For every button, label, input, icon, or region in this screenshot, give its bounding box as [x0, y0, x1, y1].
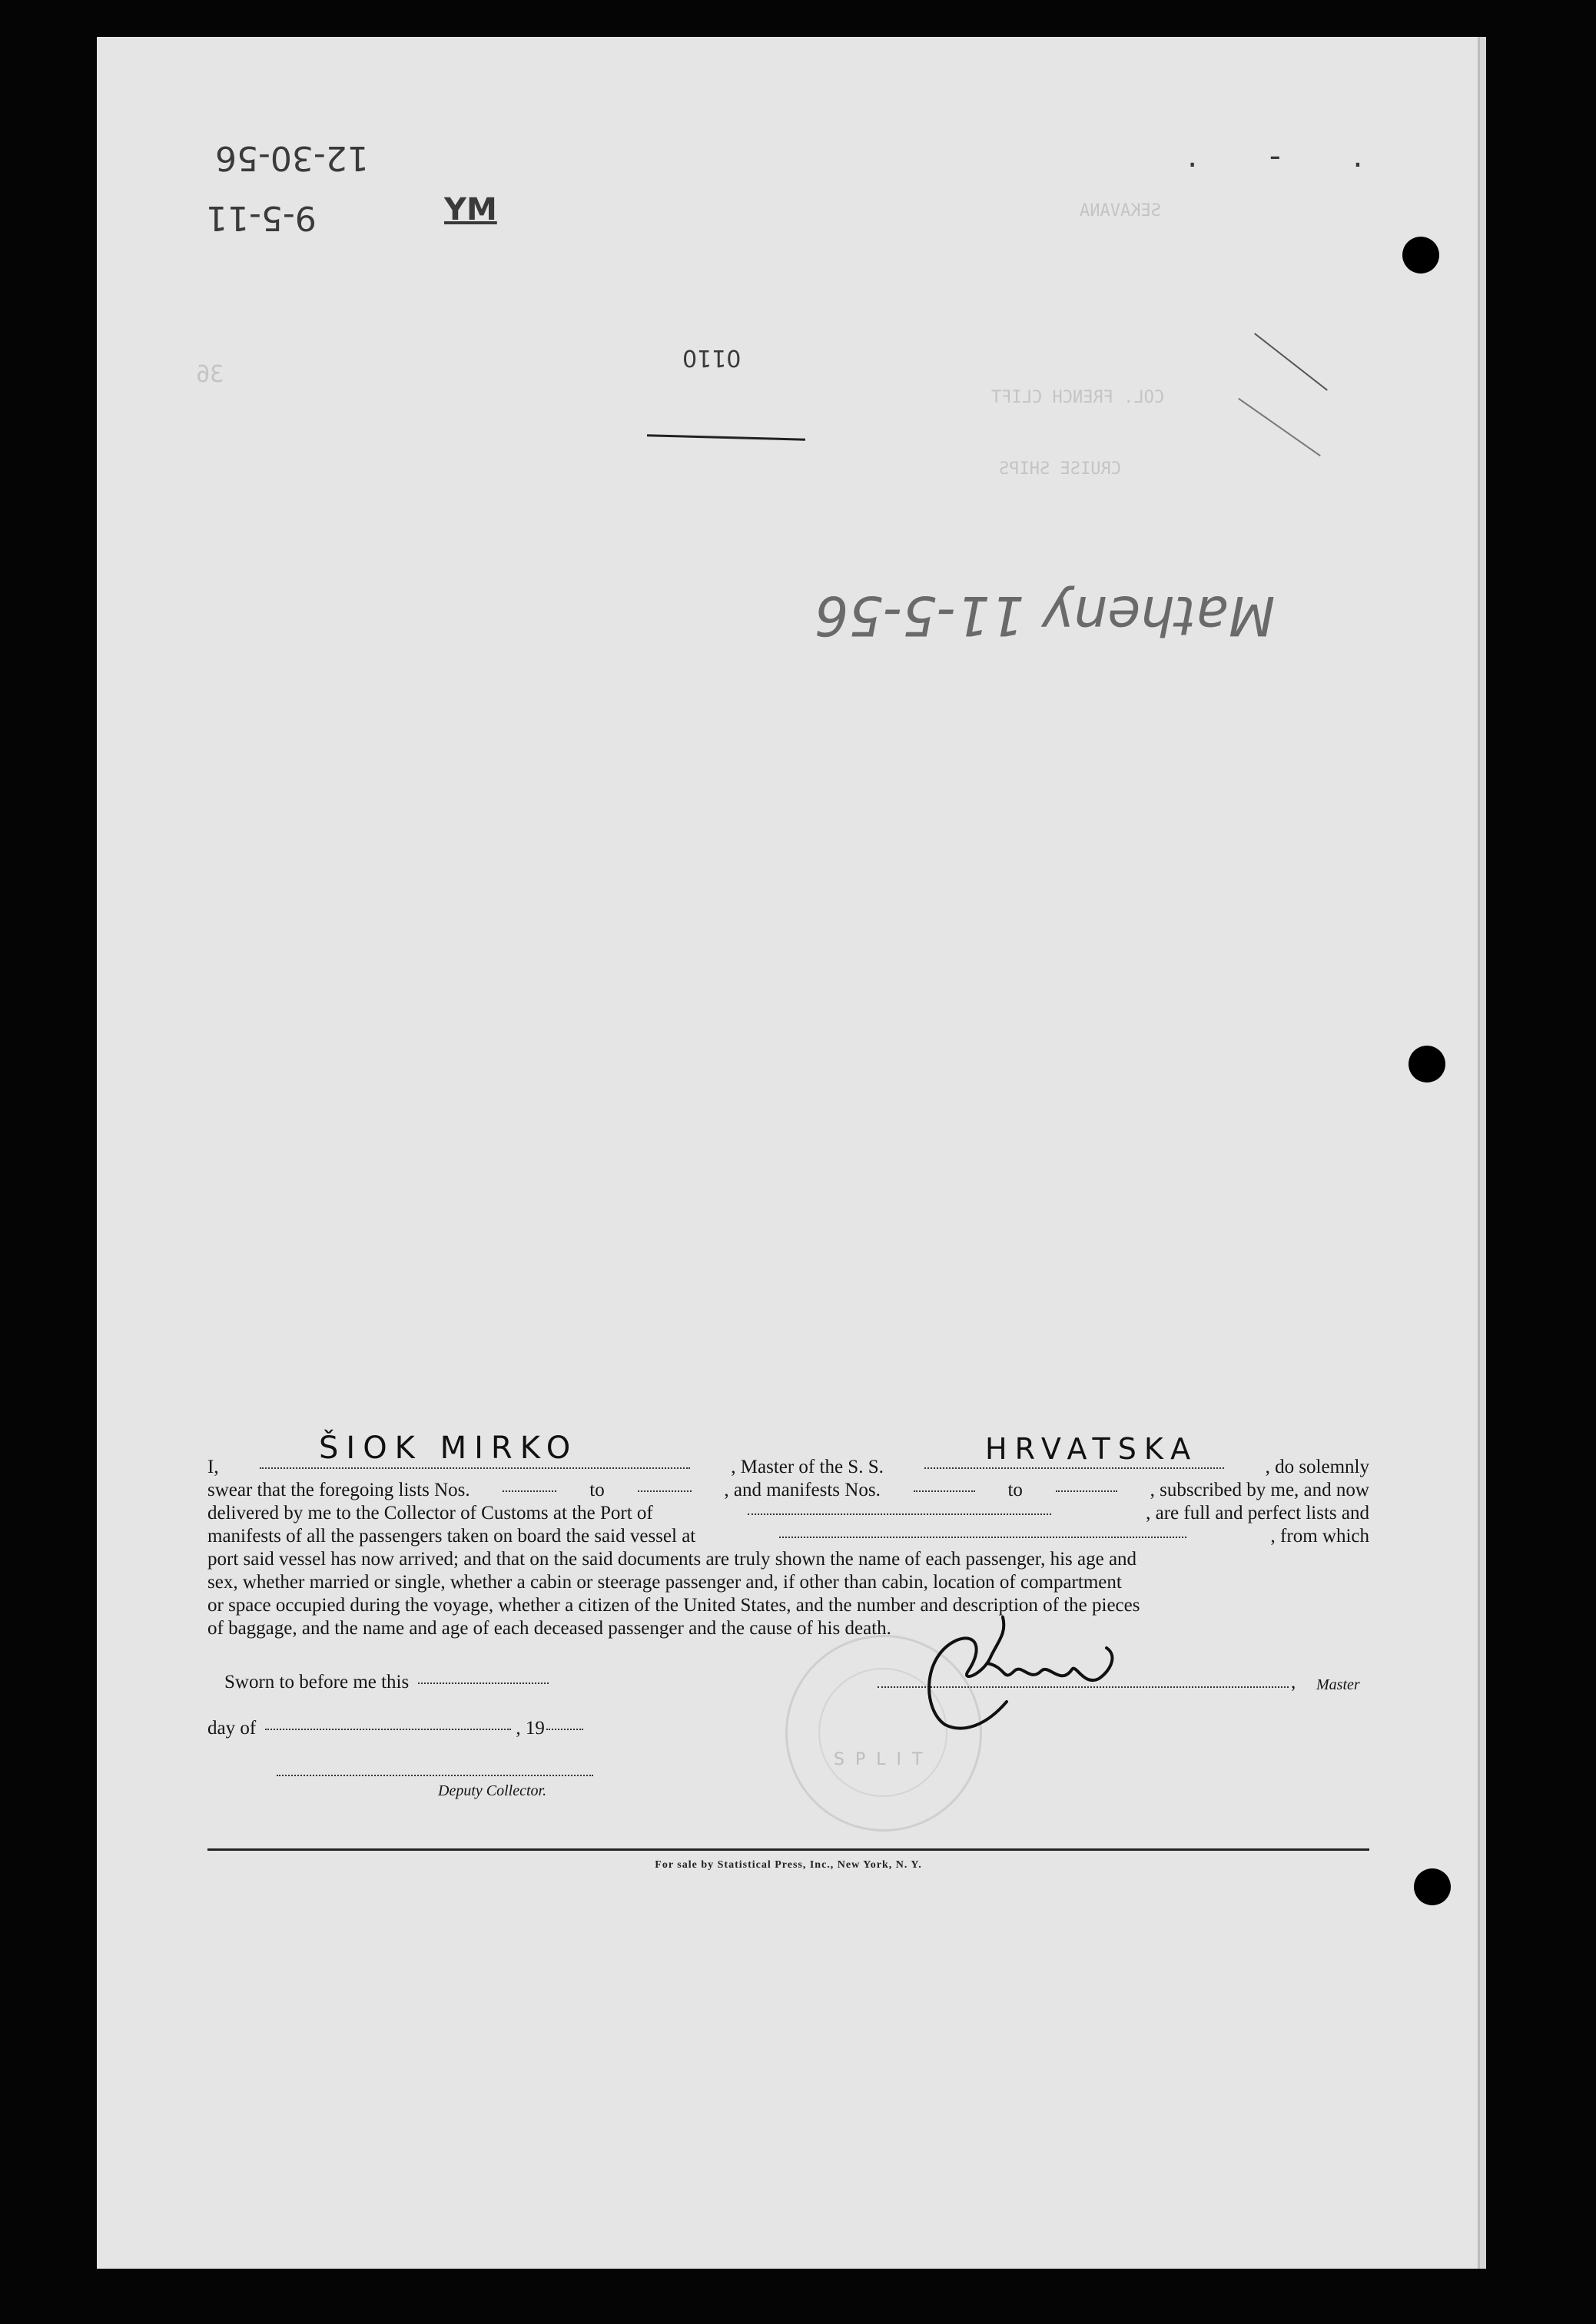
faint-text-right-3: CRUISE SHIPS	[999, 459, 1121, 479]
punch-hole-bottom	[1414, 1868, 1451, 1905]
master-name-field	[260, 1467, 690, 1469]
oath-line-6: sex, whether married or single, whether a cabin or steerage passenger and, if other than cabin, location of compartment	[207, 1572, 1122, 1593]
footer-rule-1	[207, 1848, 1369, 1851]
deputy-label: Deputy Collector.	[438, 1782, 547, 1799]
seal-text: SPLIT	[834, 1750, 934, 1769]
manifests-to-field	[1056, 1490, 1117, 1492]
do-solemnly-label: , do solemnly	[1265, 1457, 1369, 1477]
oath-line-4a: manifests of all the passengers taken on board the said vessel at	[207, 1526, 696, 1547]
port-field	[748, 1513, 1051, 1515]
oath-line-2	[207, 1479, 1369, 1502]
oath-line-5: port said vessel has now arrived; and that on the said documents are truly shown the name of each passenger, his age and	[207, 1549, 1137, 1570]
faint-page-number: 36	[196, 361, 224, 388]
embarkation-field	[779, 1537, 1186, 1538]
master-signature	[914, 1610, 1145, 1740]
sworn-row	[224, 1672, 553, 1693]
oath-line-7: or space occupied during the voyage, whether a citizen of the United States, and the number and description of the pieces	[207, 1595, 1140, 1616]
oath-line-4b: , from which	[1270, 1526, 1369, 1547]
day-row	[207, 1718, 588, 1739]
margin-dash-marks: . - .	[1187, 137, 1394, 174]
day-label: day of	[207, 1718, 257, 1739]
master-name-handwritten: ŠIOK MIRKO	[319, 1431, 579, 1466]
oath-block	[207, 1456, 1369, 1640]
manifests-from-field	[914, 1490, 975, 1492]
document-page	[97, 37, 1486, 2269]
master-of-label: , Master of the S. S.	[731, 1457, 884, 1477]
sworn-date-field	[418, 1682, 549, 1684]
punch-hole-middle	[1409, 1046, 1445, 1082]
master-comma: ,	[1291, 1672, 1296, 1692]
oath-line-2-to2: to	[1007, 1480, 1023, 1500]
faint-text-right-2: COL. FRENCH CLIFT	[991, 388, 1165, 407]
oath-line-4	[207, 1525, 1369, 1548]
year-prefix: , 19	[516, 1718, 545, 1739]
lists-from-field	[503, 1490, 556, 1492]
year-field	[546, 1729, 583, 1730]
deputy-signature-line	[277, 1775, 593, 1776]
faint-text-right-1: SEKAVANA	[1080, 201, 1161, 220]
ship-name-field	[924, 1467, 1224, 1469]
master-label: Master	[1316, 1676, 1360, 1693]
day-field	[265, 1729, 511, 1730]
margin-note-2: 9-5-11	[206, 198, 317, 237]
sworn-label: Sworn to before me this	[224, 1672, 410, 1692]
pencil-note: Matheny 11-5-56	[815, 584, 1276, 647]
ship-name-handwritten: HRVATSKA	[985, 1432, 1199, 1466]
margin-initials: YM	[444, 192, 497, 227]
lists-to-field	[638, 1490, 692, 1492]
oath-line-2a: swear that the foregoing lists Nos.	[207, 1480, 470, 1500]
oath-line-2b: , and manifests Nos.	[724, 1480, 881, 1500]
oath-line-2-to1: to	[589, 1480, 605, 1500]
oath-line-3a: delivered by me to the Collector of Customs at the Port of	[207, 1503, 653, 1523]
oath-line-3	[207, 1502, 1369, 1525]
margin-note-1: 12-30-56	[215, 138, 369, 177]
margin-number: 0110	[682, 344, 742, 371]
footer-text: For sale by Statistical Press, Inc., New York, N. Y.	[655, 1859, 922, 1871]
oath-line-3b: , are full and perfect lists and	[1146, 1503, 1369, 1523]
punch-hole-top	[1402, 237, 1439, 274]
oath-line-2c: , subscribed by me, and now	[1150, 1480, 1369, 1500]
oath-line-8: of baggage, and the name and age of each deceased passenger and the cause of his death.	[207, 1618, 891, 1639]
oath-opening: I,	[207, 1457, 219, 1477]
